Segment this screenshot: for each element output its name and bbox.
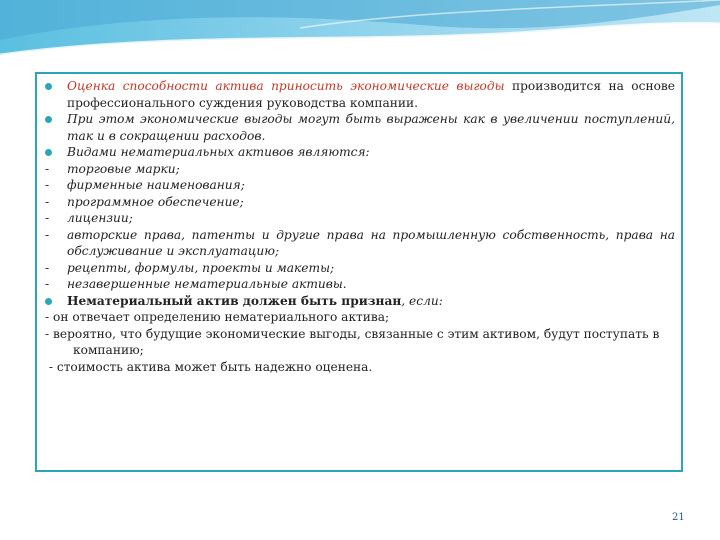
list-item [37, 144, 685, 161]
condition-text: - вероятно, что будущие экономические выгоды, связанные с этим активом, будут поступать в [45, 326, 660, 341]
list-item-text: производится на основе профессионального суждения руководства компании. [67, 79, 675, 110]
content-frame [35, 72, 683, 472]
list-item-text: Видами нематериальных активов являются: [67, 145, 370, 159]
list-item-text: рецепты, формулы, проекты и макеты; [67, 260, 335, 275]
dash-marker: - [45, 211, 50, 225]
list-item-text: фирменные наименования; [67, 178, 245, 192]
list-item [37, 227, 685, 260]
condition-item [37, 326, 685, 359]
condition-text-continued: компанию; [73, 343, 144, 357]
list-item [37, 111, 685, 144]
list-item [37, 293, 685, 310]
page-number: 21 [672, 512, 685, 523]
bullet-icon [45, 111, 52, 128]
slide-content [37, 78, 685, 375]
list-item [37, 177, 685, 194]
list-item [37, 161, 685, 178]
emphasis-text: Оценка способности актива приносить экономические выгоды [67, 79, 505, 93]
list-item [37, 260, 685, 277]
list-item-text: программное обеспечение; [67, 194, 244, 209]
dash-marker: - [45, 227, 50, 242]
dash-marker: - [45, 178, 50, 192]
list-item-text: незавершенные нематериальные активы. [67, 277, 347, 291]
list-item [37, 78, 685, 111]
header-decoration [0, 0, 720, 70]
list-item-text: авторские права, патенты и другие права на промышленную собственность, права на обслуживание и эксплуатацию; [67, 227, 675, 258]
dash-marker: - [45, 277, 50, 291]
condition-item: - стоимость актива может быть надежно оценена. [45, 359, 373, 374]
bullet-icon [45, 78, 52, 95]
list-item-text: , если: [401, 293, 443, 308]
dash-marker: - [45, 260, 50, 275]
bold-heading-text: Нематериальный актив должен быть признан [67, 293, 402, 308]
list-item [37, 210, 685, 227]
condition-item: - он отвечает определению нематериального актива; [45, 310, 390, 324]
dash-marker: - [45, 161, 50, 176]
list-item-text: лицензии; [67, 211, 133, 225]
dash-marker: - [45, 194, 50, 209]
list-item [37, 276, 685, 293]
list-item [37, 194, 685, 211]
bullet-icon [45, 293, 52, 310]
bullet-icon [45, 144, 52, 161]
list-item-text: При этом экономические выгоды могут быть выражены как в увеличении поступлений, так и в сокращении расходов. [67, 112, 675, 143]
list-item-text: торговые марки; [67, 161, 180, 176]
